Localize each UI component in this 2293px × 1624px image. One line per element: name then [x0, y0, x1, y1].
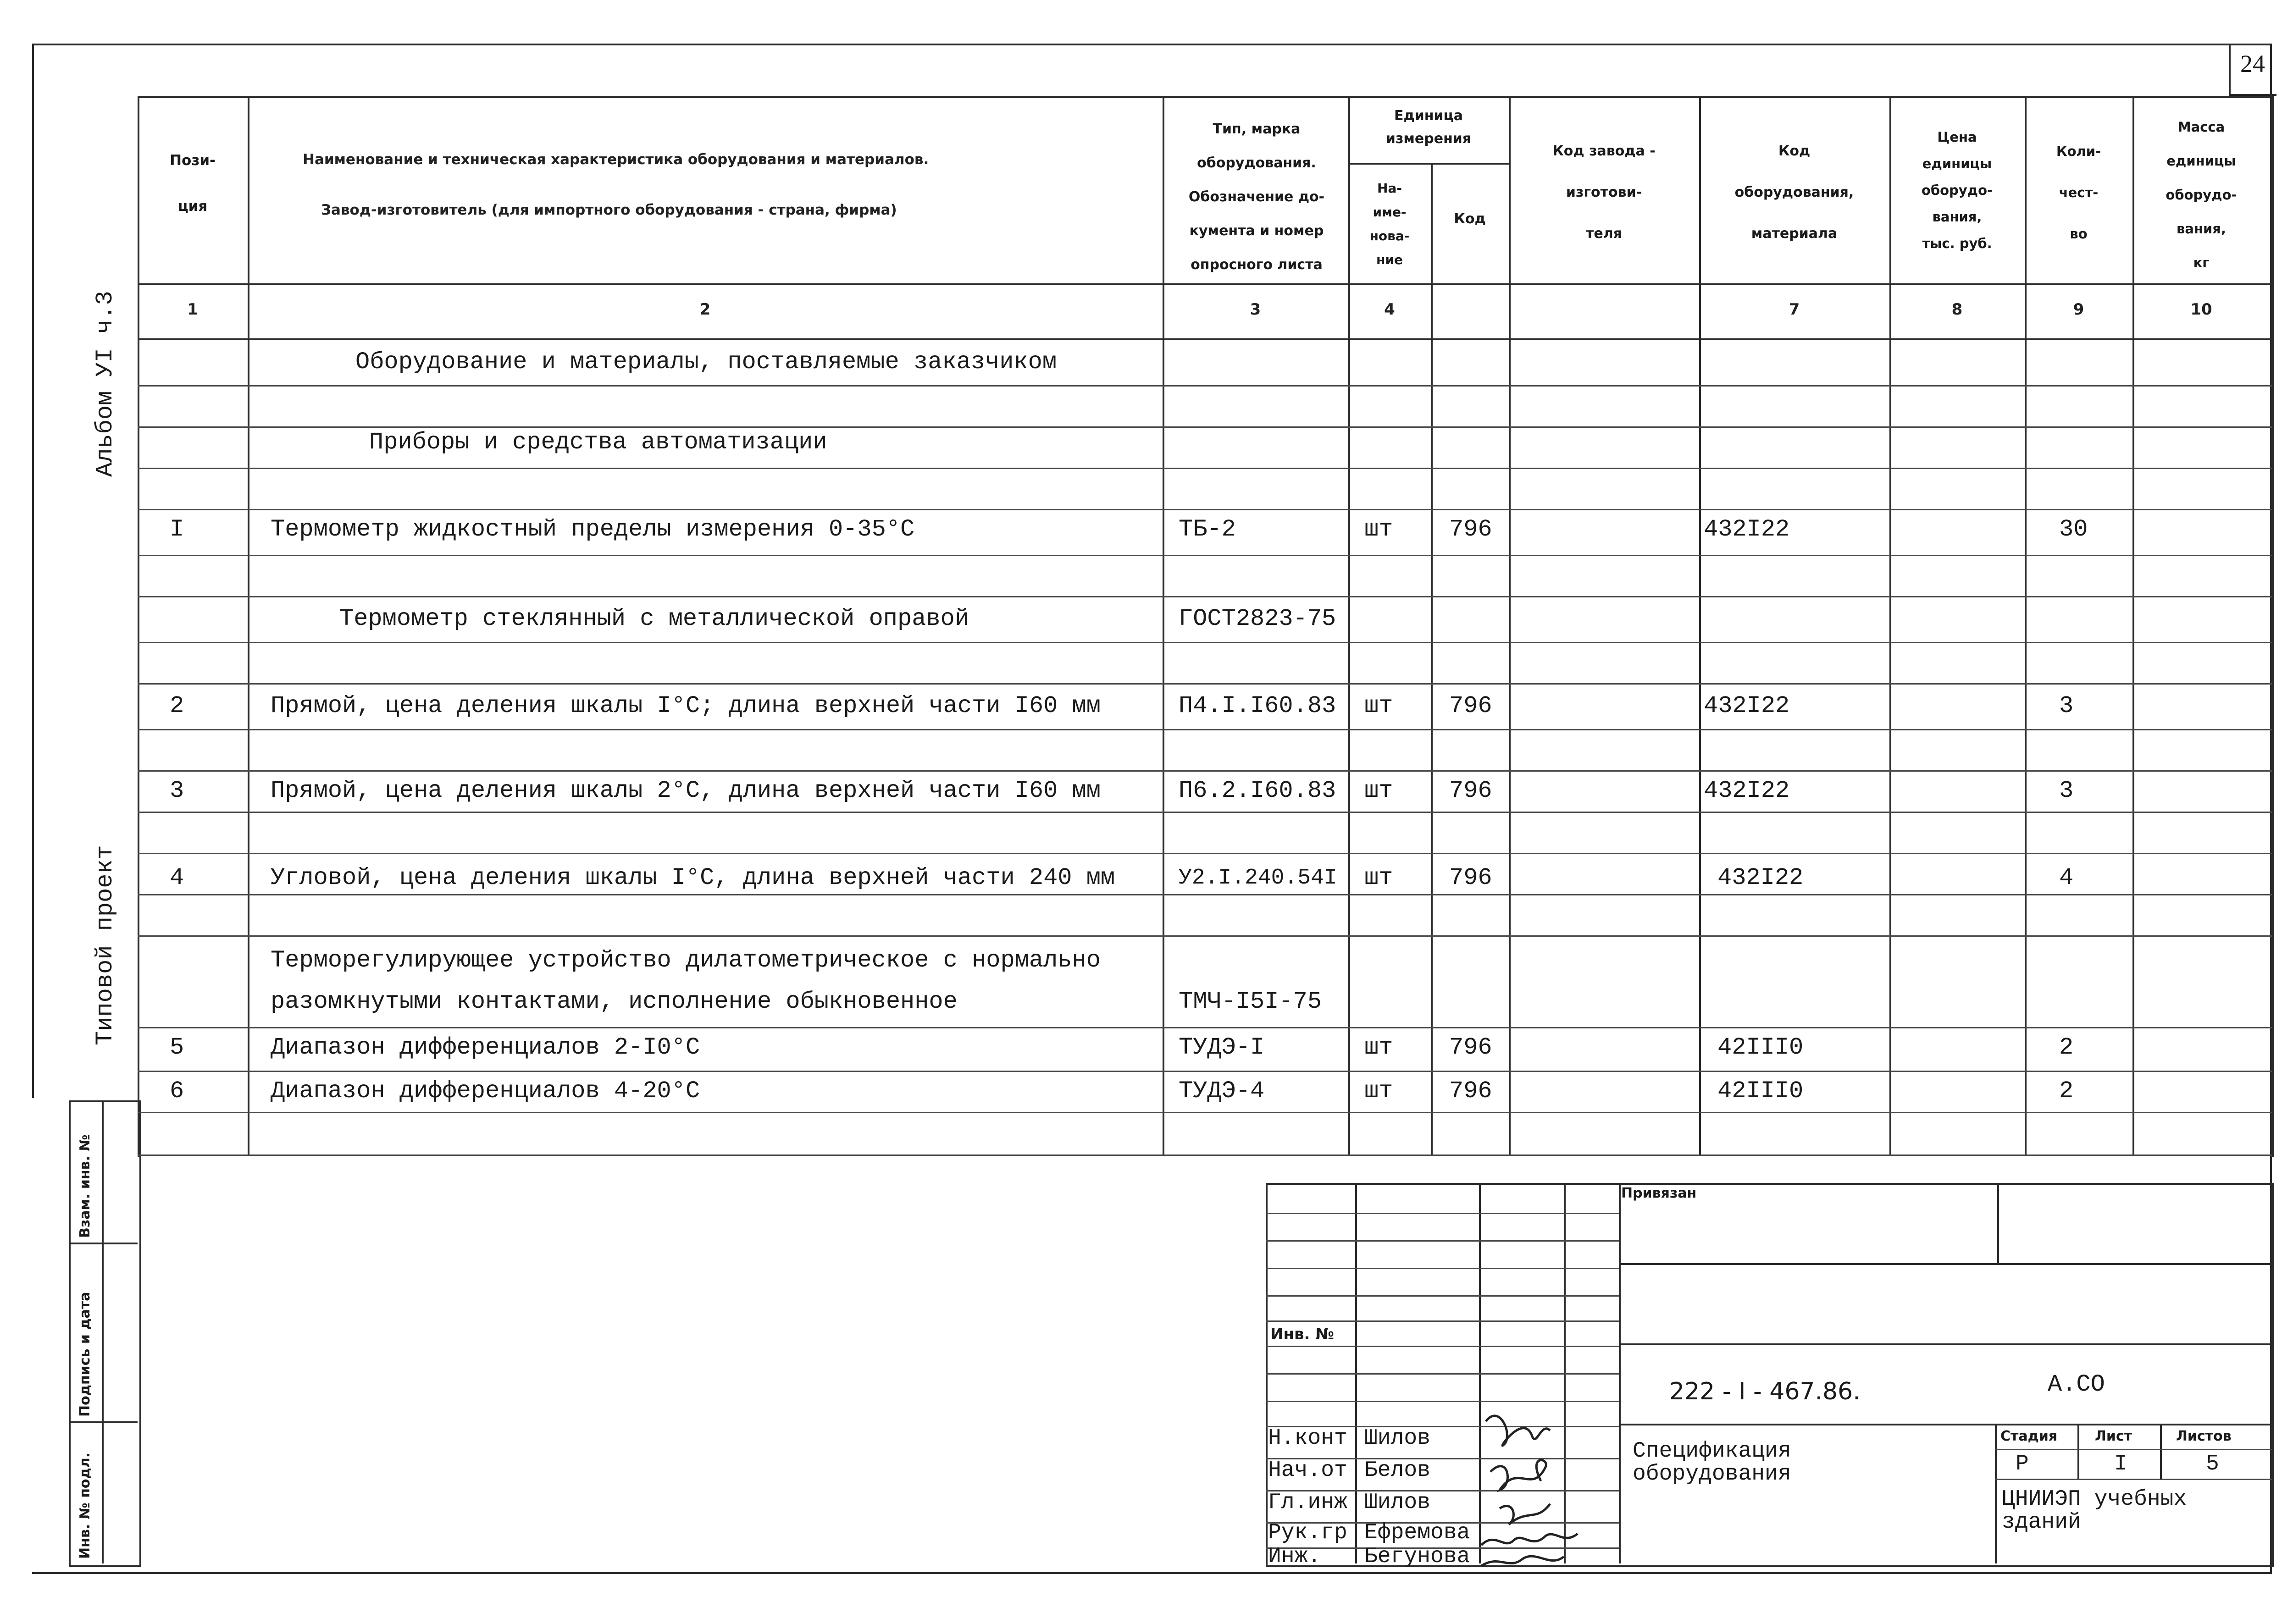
header-unit: Единица измерения — [1385, 108, 1472, 147]
header-unit-name: На- име- нова- ние — [1369, 181, 1410, 267]
inv-podl-label: Инв. № подл. — [77, 1452, 93, 1559]
header-type: Тип, марка оборудования. Обозначение до- кумента и номер опросного листа — [1188, 121, 1325, 273]
name-glinzh: Шилов — [1364, 1490, 1431, 1515]
doc-title-line2: оборудования — [1633, 1462, 1791, 1486]
header-pos: Пози- ция — [170, 152, 216, 215]
org-line2: зданий — [2002, 1510, 2081, 1535]
header-qty: Коли- чест- во — [2056, 144, 2101, 242]
privyazan-label: Привязан — [1621, 1185, 1697, 1201]
org-line1: ЦНИИЭП учебных — [2002, 1487, 2187, 1512]
list-label: Лист — [2095, 1428, 2132, 1444]
role-nkont: Н.конт — [1268, 1426, 1347, 1451]
header-mass: Масса единицы оборудо- вания, кг — [2166, 119, 2237, 271]
header-price: Цена единицы оборудо- вания, тыс. руб. — [1921, 129, 1993, 251]
colnum-10: 10 — [2190, 300, 2212, 319]
list-value: I — [2114, 1452, 2127, 1476]
header-unit-code: Код — [1454, 211, 1486, 227]
name-nkont: Шилов — [1364, 1426, 1431, 1451]
colnum-8: 8 — [1951, 300, 1963, 319]
subsection-glass-thermometer-std: ГОСТ2823-75 — [1179, 605, 1336, 632]
signatures-graphic — [1472, 1394, 1610, 1568]
name-rukgr: Ефремова — [1364, 1520, 1470, 1545]
vzam-inv-label: Взам. инв. № — [77, 1134, 93, 1238]
role-nachot: Нач.от — [1268, 1458, 1347, 1483]
header-factory-code: Код завода - изготови- теля — [1552, 143, 1656, 242]
stadiya-label: Стадия — [2000, 1428, 2058, 1444]
subsection-thermoregulator-line1: Терморегулирующее устройство дилатометрическое с нормально — [271, 947, 1101, 974]
doc-title-line1: Спецификация — [1633, 1439, 1791, 1464]
colnum-9: 9 — [2073, 300, 2084, 319]
listov-label: Листов — [2176, 1428, 2232, 1444]
subsection-glass-thermometer: Термометр стеклянный с металлической оправой — [339, 605, 969, 632]
inv-no-label: Инв. № — [1270, 1325, 1335, 1343]
spec-sheet-page: 24 Альбом УI ч.3 Типовой проект Взам. инв. № Подпись и дата Инв. № подл. Пози- ция Наименование и техническая характеристика оборудования и материалов. Завод-изготовитель (для импортного оборудования - страна, фирма) Тип, марка оборудования. Обозначение до- кумента и номер опросного листа Единица измерения На- име- нова- ние Код Код завода - изготови- теля Код оборудования, материала Цена единицы оборудо- вания, тыс. руб. Коли- чест- во Масса единицы оборудо- вания, кг 1 2 3 4 7 8 9 10 Оборудование и материалы, поставляемые заказчиком Приборы и средства автоматизации I Термометр жидкостный пределы измерения 0-35°С ТБ-2 шт 796 432I22 30 Термометр стеклянный с металлической оправой ГОСТ2823-75 2 Прямой, цена деления шкалы I°С; длина верхней части I60 мм П4.I.I60.83 шт 796 432I22 3 3 Прямой, цена деления шкалы 2°С, длина верхней части I60 мм П6.2.I60.83 шт 796 432I22 3 4 Угловой, цена деления шкалы I°С, длина верхней части 240 мм У2.I.240.54I шт 796 432I22 4 Терморегулирующее устройство дилатометрическое с нормально разомкнутыми контактами, исполнение обыкновенное ТМЧ-I5I-75 5 Диапазон дифференциалов 2-I0°С ТУДЭ-I шт 796 42III0 2 6 Диапазон дифференциалов 4-20°С ТУДЭ-4 шт 796 42III0 2 Инв. № Привязан 222 - I - 467.86. А.СО Спецификация оборудования Стадия Лист Листов Р I 5 ЦНИИЭП учебных зданий Н.конт Шилов Нач.от Белов Гл.инж Шилов Рук.гр Ефремова Инж. Бегунова — [0, 0, 2293, 1624]
header-name-line2: Завод-изготовитель (для импортного оборудования - страна, фирма) — [321, 202, 897, 218]
name-nachot: Белов — [1364, 1458, 1431, 1483]
page-number: 24 — [2240, 50, 2265, 77]
section-title-equipment: Оборудование и материалы, поставляемые заказчиком — [355, 348, 1057, 376]
subsection-thermoregulator-type: ТМЧ-I5I-75 — [1179, 988, 1322, 1015]
header-name-line1: Наименование и техническая характеристика оборудования и материалов. — [303, 151, 929, 168]
role-rukgr: Рук.гр — [1268, 1520, 1347, 1545]
listov-value: 5 — [2206, 1452, 2219, 1476]
album-label: Альбом УI ч.3 — [92, 291, 119, 477]
colnum-4: 4 — [1384, 300, 1395, 319]
role-glinzh: Гл.инж — [1268, 1490, 1347, 1515]
colnum-1: 1 — [187, 300, 198, 319]
project-label: Типовой проект — [92, 845, 119, 1045]
doc-code: 222 - I - 467.86. — [1669, 1378, 1861, 1405]
podpis-data-label: Подпись и дата — [77, 1292, 93, 1417]
name-inzh: Бегунова — [1364, 1544, 1470, 1569]
subsection-thermoregulator-line2: разомкнутыми контактами, исполнение обыкновенное — [271, 988, 958, 1015]
section-title-instruments: Приборы и средства автоматизации — [369, 429, 827, 456]
colnum-7: 7 — [1789, 300, 1800, 319]
header-material-code: Код оборудования, материала — [1734, 143, 1854, 242]
colnum-3: 3 — [1250, 300, 1261, 319]
sheet-code: А.СО — [2048, 1371, 2105, 1398]
colnum-2: 2 — [699, 300, 711, 319]
stadiya-value: Р — [2016, 1452, 2029, 1476]
role-inzh: Инж. — [1268, 1544, 1321, 1569]
